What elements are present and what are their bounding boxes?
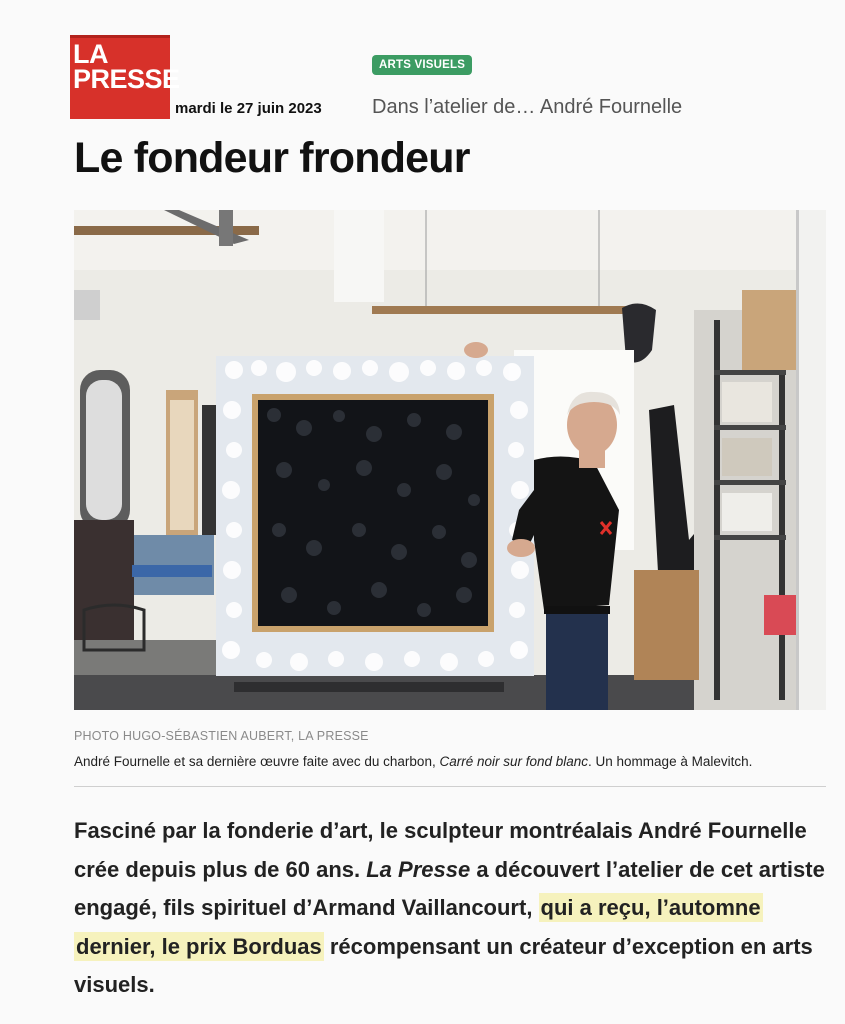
article-lede <box>74 812 834 1005</box>
lede-publication-name: La Presse <box>366 856 471 882</box>
headline: Le fondeur frondeur <box>74 134 470 182</box>
photo-caption <box>74 754 752 769</box>
la-presse-logo[interactable] <box>70 35 180 119</box>
divider <box>74 786 826 787</box>
article-photo[interactable] <box>74 210 826 710</box>
series-title[interactable]: Dans l’atelier de… André Fournelle <box>372 96 683 118</box>
lede-part-1: Fasciné par la fonderie d’art, le sculpteur montréalais André Fournelle crée depuis plus de 60 ans. <box>74 818 807 882</box>
logo-line-2: PRESSE <box>73 64 180 94</box>
logo-line-1: LA <box>73 39 108 69</box>
photo-credit: PHOTO HUGO-SÉBASTIEN AUBERT, LA PRESSE <box>74 729 369 743</box>
category-tag[interactable]: ARTS VISUELS <box>372 55 472 75</box>
caption-artwork-title: Carré noir sur fond blanc <box>439 754 589 769</box>
lede-highlight: qui a reçu, l’automne dernier, le prix Borduas <box>76 895 761 959</box>
caption-end: . Un hommage à Malevitch. <box>588 754 753 769</box>
caption-start: André Fournelle et sa dernière œuvre faite avec du charbon, <box>74 754 440 769</box>
lede-part-4: récompensant un créateur d’exception en arts visuels. <box>74 933 813 997</box>
publication-date: mardi le 27 juin 2023 <box>175 100 322 117</box>
lede-part-3: a découvert l’atelier de cet artiste engagé, fils spirituel d’Armand Vaillancourt, <box>74 856 825 920</box>
